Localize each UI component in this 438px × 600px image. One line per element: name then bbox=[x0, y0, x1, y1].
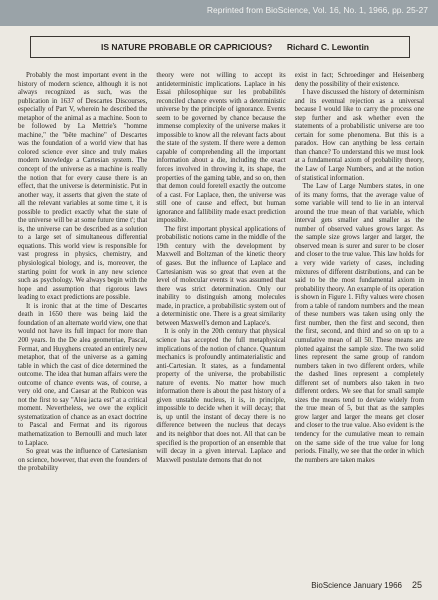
paragraph: theory were not willing to accept its antideterministic implications. Laplace in his Essai philosophique sur les probabilités reconciled chance events with a deterministic universe by the principle of ignorance. Events seem to be governed by chance because the immense complexity of the universe makes it impossible to know all the relevant facts about the state of the system. If there were a demon capable of comprehending all the important information about a die, including the exact forces involved in throwing it, its shape, the properties of the gaming table, and so on, then that demon could foretell exactly the outcome of a cast. For Laplace, then, the universe was still one of cause and effect, but human ignorance and fallibility made exact prediction impossible. bbox=[156, 72, 286, 225]
paragraph: The first important physical applications of probabilistic notions came in the middle of the 19th century with the development by Maxwell and Boltzman of the kinetic theory of gases. But the influence of Laplace and Cartesianism was so great that even at the level of molecular events it was assumed that there was strict determination. Only our inability to distinguish among molecules made, in practice, a probabilistic system out of a deterministic one. There is a great similarity between Maxwell's demon and Laplace's. bbox=[156, 225, 286, 327]
paragraph: It is only in the 20th century that physical science has accepted the full metaphysical implications of the notion of chance. Quantum mechanics is profoundly antimaterialistic and anti-Cartesian. It states, as a fundamental property of the universe, the probabilistic nature of events. No matter how much information there is about the past history of a given unstable nucleus, it is, in principle, impossible to decide when it will decay; that is, up until the instant of decay there is no difference between the nucleus that decays and its neighbor that does not. All that can be specified is the proportion of an ensemble that will decay in a given interval. Laplace and Maxwell postulate demons that do not bbox=[156, 328, 286, 464]
article-author: Richard C. Lewontin bbox=[286, 42, 369, 52]
text-column-3 bbox=[295, 72, 424, 570]
paragraph: I have discussed the history of determinism and its eventual rejection as a universal because I would like to carry the process one step further and ask whether even the statements of a probabilistic universe are too certain for some phenomena. But this is a paradox. How can anything be less certain than chance? To understand this we must look at a fundamental axiom of probability theory, the Law of Large Numbers, and at the notion of statistical information. bbox=[294, 89, 424, 182]
paragraph: So great was the influence of Cartesianism on science, however, that even the founders of the probability bbox=[18, 448, 148, 473]
paragraph: exist in fact; Schroedinger and Heisenberg deny the possibility of their existence. bbox=[294, 72, 424, 88]
text-column-1 bbox=[18, 72, 147, 570]
text-column-2 bbox=[156, 72, 285, 570]
page-number: 25 bbox=[411, 580, 422, 590]
article-body bbox=[18, 72, 424, 570]
page-footer bbox=[311, 580, 422, 590]
paragraph: Probably the most important event in the history of modern science, although it is not always recognized as such, was the publication in 1637 of Descartes Discourses, especially of Part V, wherein he described the metaphor of the animal as a machine. Soon to be followed by La Mettrie's "homme machine," the "bête machine" of Descartes was the foundation of a world view that has colored science ever since and truly makes modern knowledge a Cartesian system. The concept of the universe as a machine is really the notion that for every cause there is an effect, that the universe is deterministic. Put in another way, it asserts that given the state of all the relevant variables at some time t, it is possible to predict exactly what the state of the universe will be at some future time t'; that is, the universe can be described as a solution to a large set of simultaneous differential equations. This world view is responsible for vast progress in physics, chemistry, and physiological biology, and is, moreover, the starting point for work in any new science such as psychology. We always begin with the hope and assumption that rigorous laws leading to exact predictions are possible. bbox=[18, 72, 148, 302]
paragraph: The Law of Large Numbers states, in one of its many forms, that the average value of some variable will tend to lie in an interval around the true mean of that variable, which interval gets smaller and smaller as the number of observed values grows larger. As the sample size grows larger and larger, the observed mean is surer and surer to be closer and closer to the true value. This law holds for a very wide variety of cases, including mixtures of different distributions, and can be said to be the most fundamental axiom in probability theory. An example of its operation is shown in Figure 1. Fifty values were chosen from a table of random numbers and the mean of these numbers was taken using only the first number, then the first and second, then the first, second, and third and so on up to a cumulative mean of all 50. These means are plotted against the sample size. The two solid lines represent the same group of random numbers taken in two different orders, while the dashed lines represent a completely different set of numbers also taken in two different orders. We see that for small sample sizes the means tend to deviate widely from the true mean of 5, but that as the samples grow larger and larger the means get closer and closer to the true value. Also evident is the tendency for the cumulative mean to remain on the same side of the true value for long periods. Finally, we see that the order in which the numbers are taken makes bbox=[294, 183, 424, 464]
journal-issue: BioScience January 1966 bbox=[311, 581, 402, 590]
paragraph: It is ironic that at the time of Descartes death in 1650 there was being laid the foundation of an alternate world view, one that would not have its full impact for more than 200 years. In the De alea geometriae, Pascal, Fermat, and Huyghens created an entirely new metaphor, that of the universe as a gaming table in which the cast of dice determined the outcome. The idea that human affairs were the outcome of chance events was, of course, a very old one, and Caesar at the Rubicon was not the first to say "Alea jacta est" at a critical moment. Nevertheless, we owe the explicit systematization of chance as an exact doctrine to Pascal and Fermat and its rigorous mathematization to Bernoulli and much later to Laplace. bbox=[18, 302, 148, 447]
header-strip bbox=[0, 0, 438, 26]
reprint-note: Reprinted from BioScience, Vol. 16, No. 1, 1966, pp. 25-27 bbox=[206, 5, 428, 15]
article-title: IS NATURE PROBABLE OR CAPRICIOUS? bbox=[101, 42, 273, 52]
article-title-box bbox=[30, 36, 410, 58]
